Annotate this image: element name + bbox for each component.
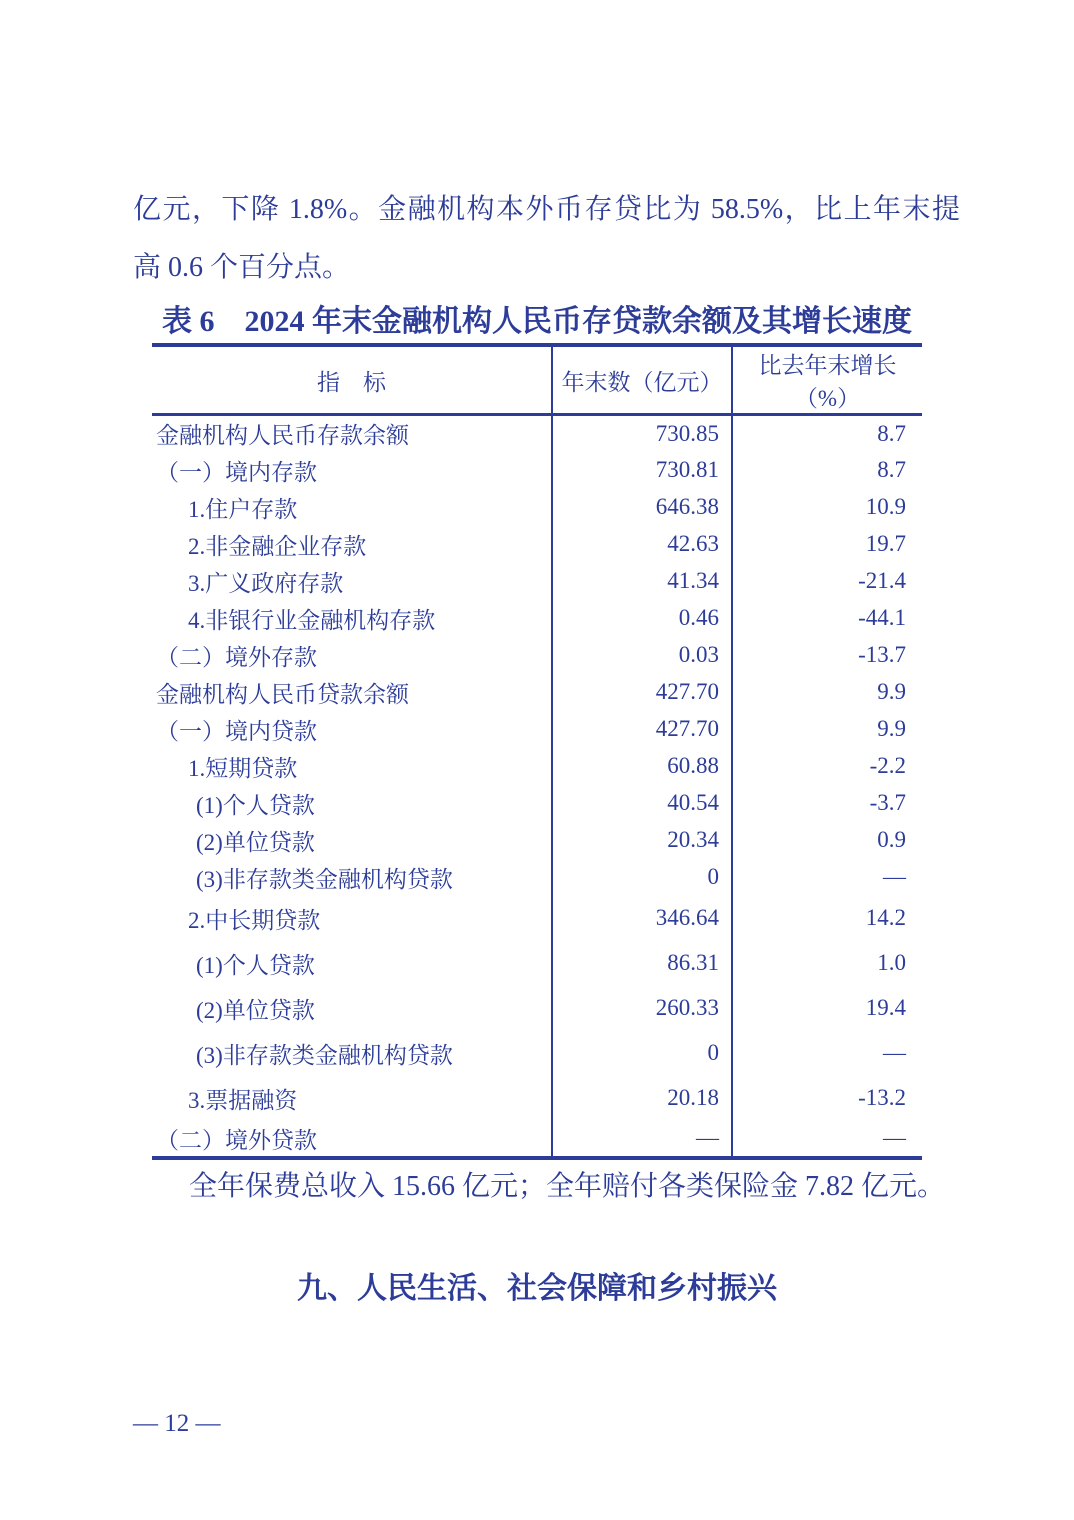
row-indicator-label: （二）境外存款: [156, 644, 317, 670]
table-header-row: [152, 345, 922, 415]
row-yearend-value: 0: [552, 1031, 732, 1076]
table-row: [152, 896, 922, 941]
table-row: [152, 600, 922, 637]
row-yearend-value: 0.03: [552, 637, 732, 674]
table-row: [152, 452, 922, 489]
row-growth-value: 8.7: [732, 452, 922, 489]
table-row: [152, 563, 922, 600]
table-row: [152, 711, 922, 748]
row-growth-value: 19.7: [732, 526, 922, 563]
table-row: [152, 822, 922, 859]
column-header-yearend: 年末数（亿元）: [552, 345, 732, 415]
row-indicator-label: 4.非银行业金融机构存款: [188, 607, 436, 633]
row-yearend-value: 40.54: [552, 785, 732, 822]
row-growth-value: 14.2: [732, 896, 922, 941]
row-indicator-label: （一）境内贷款: [156, 718, 317, 744]
row-yearend-value: 0: [552, 859, 732, 896]
row-yearend-value: 41.34: [552, 563, 732, 600]
table-row: [152, 941, 922, 986]
row-growth-value: 19.4: [732, 986, 922, 1031]
row-yearend-value: 646.38: [552, 489, 732, 526]
table-row: [152, 1076, 922, 1121]
row-yearend-value: 730.85: [552, 415, 732, 452]
row-indicator-label: 金融机构人民币存款余额: [156, 423, 409, 449]
paragraph-top-line: 亿元，下降 1.8%。金融机构本外币存贷比为 58.5%，比上年末提: [133, 194, 960, 225]
table-row: [152, 748, 922, 785]
table-row: [152, 1121, 922, 1158]
row-yearend-value: 427.70: [552, 711, 732, 748]
row-indicator-label: 3.广义政府存款: [188, 570, 344, 596]
row-growth-value: 9.9: [732, 674, 922, 711]
row-growth-value: —: [732, 859, 922, 896]
row-growth-value: -21.4: [732, 563, 922, 600]
table-body: [152, 415, 922, 1158]
column-header-indicator: 指 标: [152, 345, 552, 415]
column-header-growth: 比去年末增长（%）: [732, 345, 922, 415]
table-row: [152, 1031, 922, 1076]
paragraph-top: [133, 181, 960, 297]
row-yearend-value: 42.63: [552, 526, 732, 563]
row-indicator-label: 1.住户存款: [188, 496, 298, 522]
row-indicator-label: (3)非存款类金融机构贷款: [196, 1042, 453, 1068]
row-growth-value: -13.2: [732, 1076, 922, 1121]
row-yearend-value: 427.70: [552, 674, 732, 711]
row-indicator-label: (1)个人贷款: [196, 952, 315, 978]
row-yearend-value: 260.33: [552, 986, 732, 1031]
table-row: [152, 859, 922, 896]
table-title: 表 6 2024 年末金融机构人民币存贷款余额及其增长速度: [162, 305, 912, 338]
row-indicator-label: 2.中长期贷款: [188, 907, 321, 933]
table-row: [152, 785, 922, 822]
row-yearend-value: 346.64: [552, 896, 732, 941]
table-row: [152, 415, 922, 452]
table-row: [152, 526, 922, 563]
row-growth-value: —: [732, 1031, 922, 1076]
row-indicator-label: 3.票据融资: [188, 1087, 298, 1113]
row-growth-value: -3.7: [732, 785, 922, 822]
row-yearend-value: 20.18: [552, 1076, 732, 1121]
row-indicator-label: (2)单位贷款: [196, 829, 315, 855]
row-growth-value: -13.7: [732, 637, 922, 674]
row-indicator-label: 金融机构人民币贷款余额: [156, 681, 409, 707]
row-yearend-value: 60.88: [552, 748, 732, 785]
section-heading: 九、人民生活、社会保障和乡村振兴: [297, 1272, 777, 1305]
table-row: [152, 674, 922, 711]
finance-table: [152, 343, 922, 1160]
paragraph-top-line: 高 0.6 个百分点。: [133, 252, 351, 283]
row-growth-value: —: [732, 1121, 922, 1158]
row-yearend-value: —: [552, 1121, 732, 1158]
row-growth-value: 0.9: [732, 822, 922, 859]
row-indicator-label: （二）境外贷款: [156, 1127, 317, 1153]
table-header: [152, 345, 922, 415]
row-growth-value: 10.9: [732, 489, 922, 526]
table-row: [152, 637, 922, 674]
row-indicator-label: 1.短期贷款: [188, 755, 298, 781]
row-indicator-label: 2.非金融企业存款: [188, 533, 367, 559]
row-indicator-label: （一）境内存款: [156, 459, 317, 485]
row-growth-value: 1.0: [732, 941, 922, 986]
row-indicator-label: (3)非存款类金融机构贷款: [196, 866, 453, 892]
page-number: — 12 —: [133, 1410, 221, 1437]
row-growth-value: 9.9: [732, 711, 922, 748]
paragraph-bottom: 全年保费总收入 15.66 亿元；全年赔付各类保险金 7.82 亿元。: [189, 1171, 946, 1202]
row-indicator-label: (2)单位贷款: [196, 997, 315, 1023]
row-yearend-value: 20.34: [552, 822, 732, 859]
row-growth-value: 8.7: [732, 415, 922, 452]
row-yearend-value: 0.46: [552, 600, 732, 637]
row-growth-value: -44.1: [732, 600, 922, 637]
row-growth-value: -2.2: [732, 748, 922, 785]
table-row: [152, 986, 922, 1031]
row-indicator-label: (1)个人贷款: [196, 792, 315, 818]
row-yearend-value: 86.31: [552, 941, 732, 986]
table-row: [152, 489, 922, 526]
row-yearend-value: 730.81: [552, 452, 732, 489]
